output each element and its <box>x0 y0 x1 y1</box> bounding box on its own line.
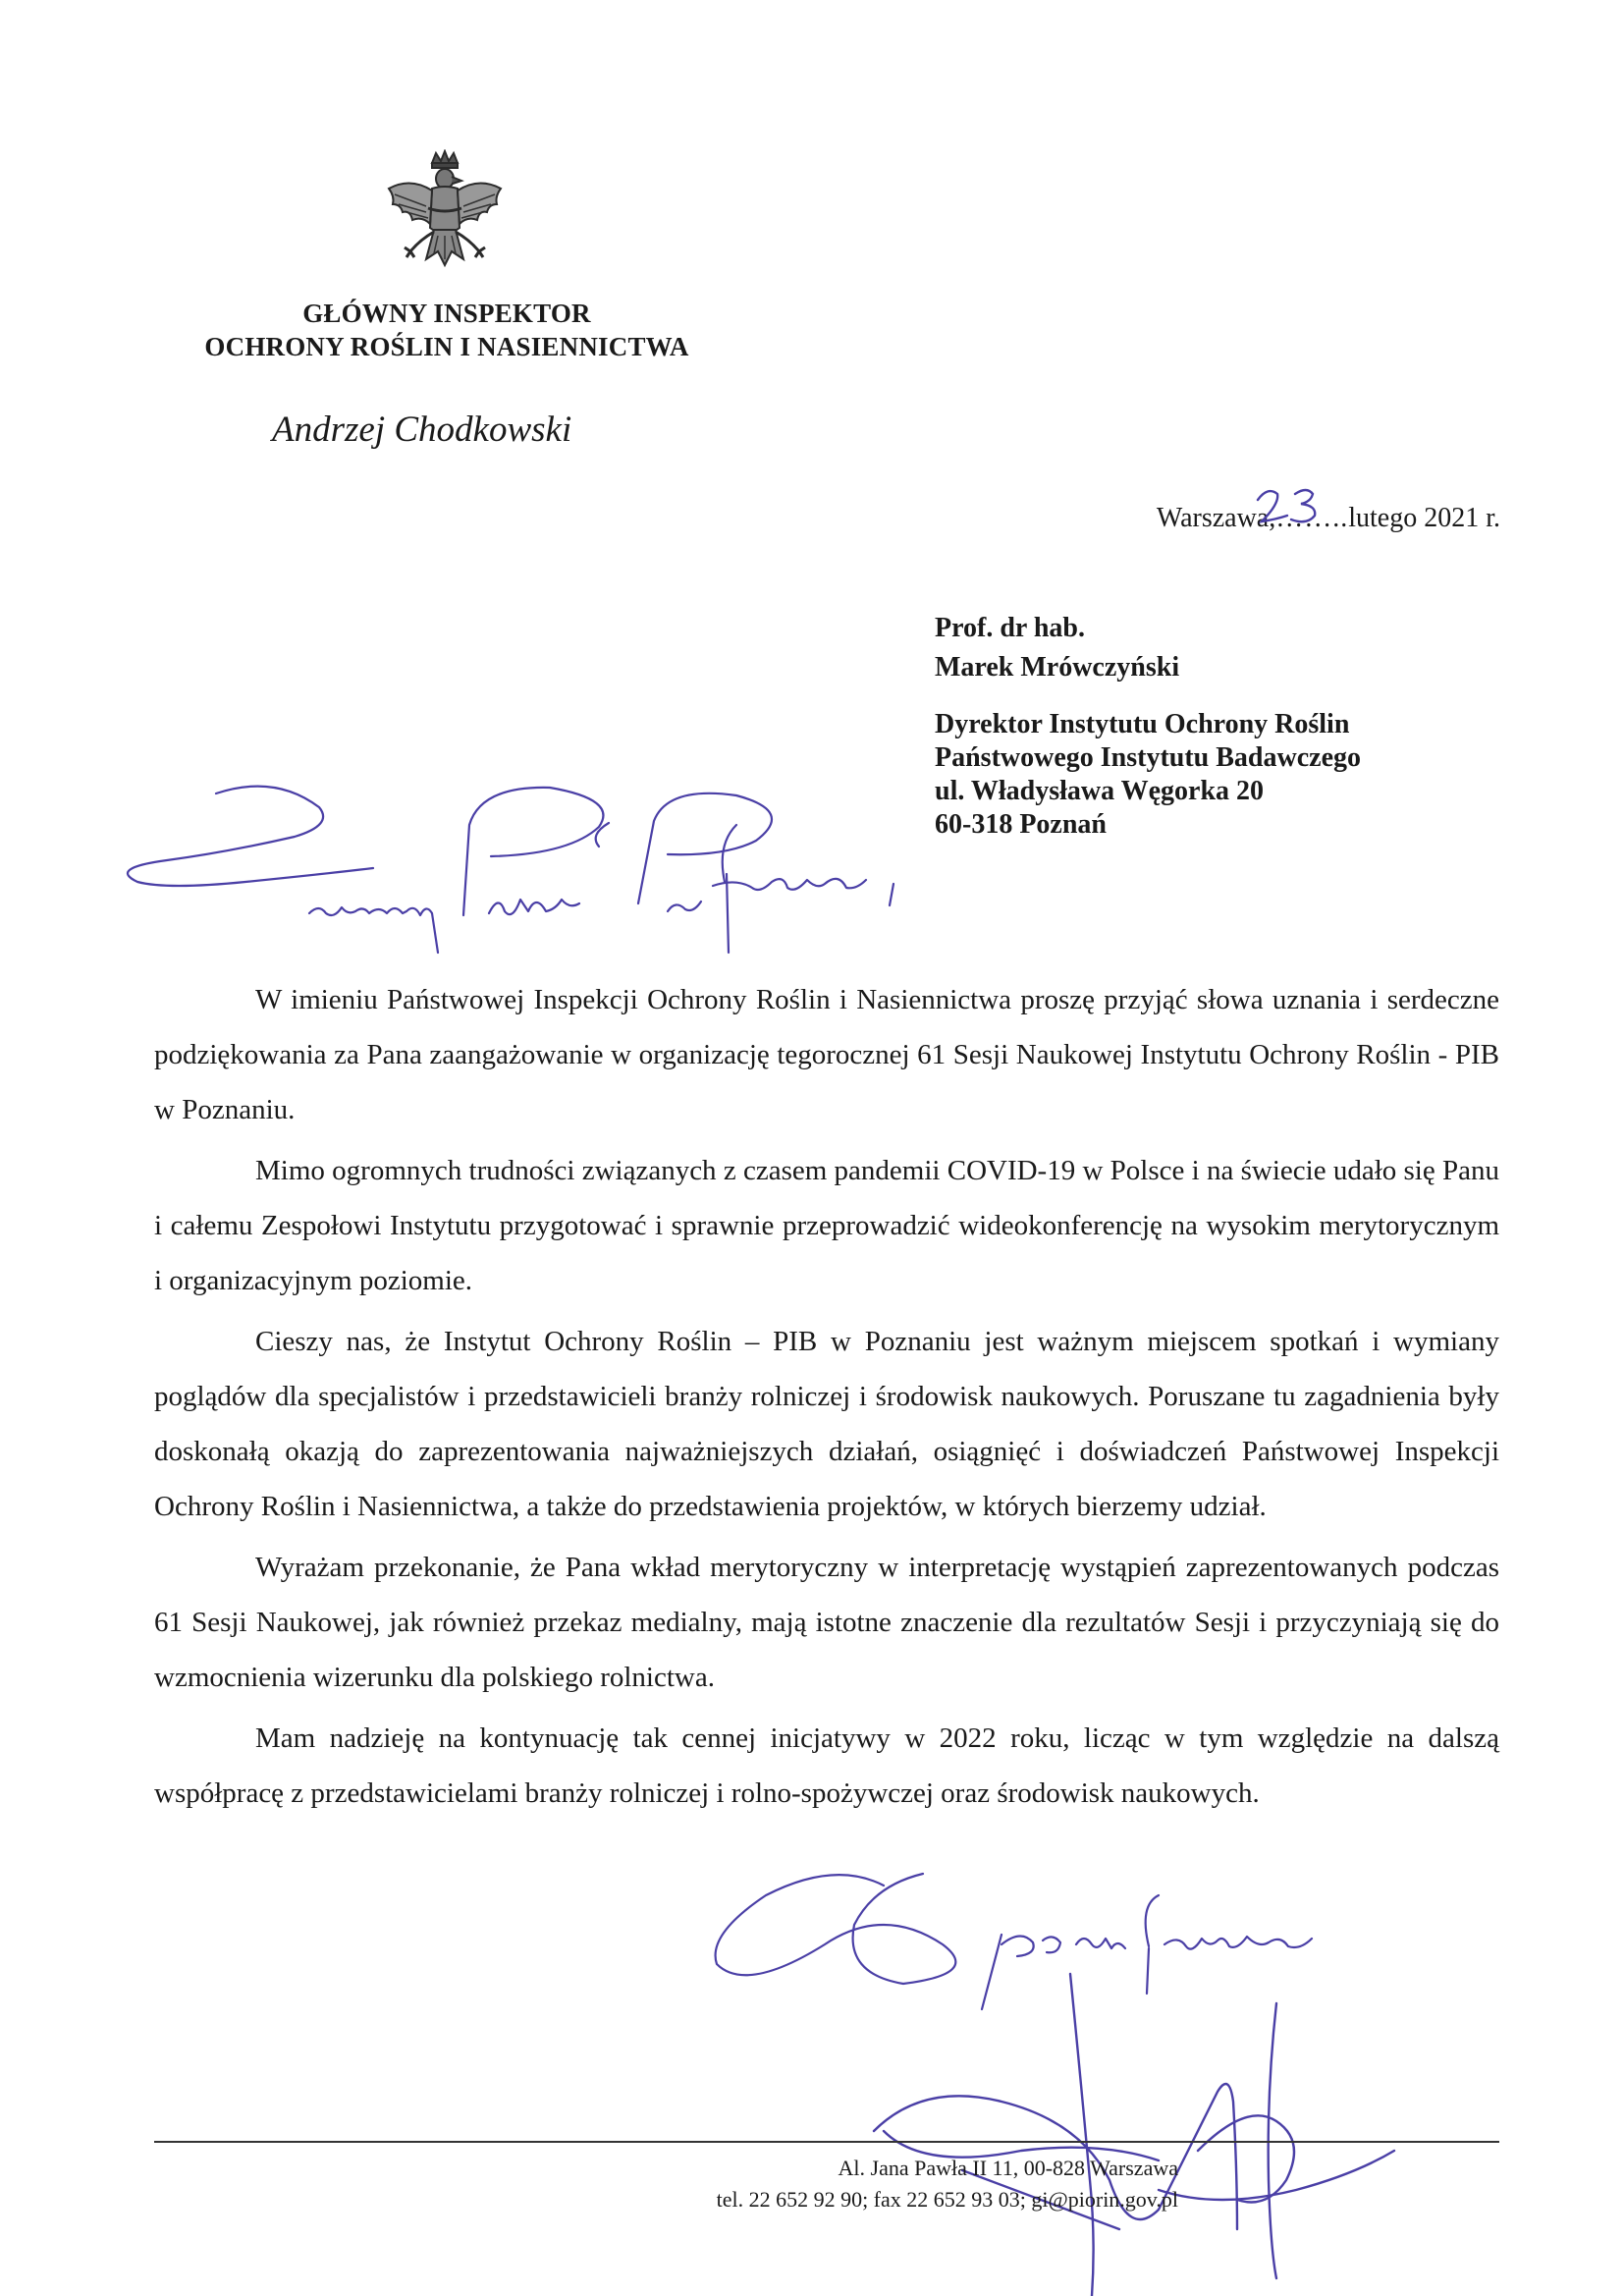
addressee-street: ul. Władysława Węgorka 20 <box>935 776 1265 806</box>
footer-block <box>393 2153 1178 2215</box>
body-paragraph-1: W imieniu Państwowej Inspekcji Ochrony Roślin i Nasiennictwa proszę przyjąć słowa uznania i serdeczne podziękowania za Pana zaangażowanie w organizację tegorocznej 61 Sesji Naukowej Instytutu Ochrony Roślin - PIB w Poznaniu. <box>154 984 1499 1125</box>
date-dots: …….. <box>1275 503 1349 533</box>
body-paragraph-5: Mam nadzieję na kontynuację tak cennej inicjatywy w 2022 roku, licząc w tym względzie na dalszą współpracę z przedstawicielami branży rolniczej i rolno-spożywczej oraz środowisk naukowych. <box>154 1722 1499 1809</box>
handwritten-date-day <box>1252 484 1330 531</box>
letter-body <box>154 972 1499 1827</box>
footer-divider <box>154 2141 1499 2143</box>
addressee-city: 60-318 Poznań <box>935 809 1107 840</box>
office-name-line1: GŁÓWNY INSPEKTOR <box>302 299 591 328</box>
signature <box>864 1954 1414 2296</box>
handwritten-salutation <box>108 766 1041 962</box>
office-name <box>147 297 746 363</box>
body-paragraph-4: Wyrażam przekonanie, że Pana wkład merytoryczny w interpretację wystąpień zaprezentowanych podczas 61 Sesji Naukowej, jak również przekaz medialny, mają istotne znaczenie dla rezultatów Sesji i przyczyniają się do wzmocnienia wizerunku dla polskiego rolnictwa. <box>154 1552 1499 1693</box>
footer-contact: tel. 22 652 92 90; fax 22 652 93 03; gi@piorin.gov.pl <box>716 2187 1178 2212</box>
body-paragraph-2: Mimo ogromnych trudności związanych z czasem pandemii COVID-19 w Polsce i na świecie udało się Panu i całemu Zespołowi Instytutu przygotować i sprawnie przeprowadzić wideokonferencję na wysokim merytorycznym i organizacyjnym poziomie. <box>154 1155 1499 1296</box>
sender-name: Andrzej Chodkowski <box>272 410 572 450</box>
body-paragraph-3: Cieszy nas, że Instytut Ochrony Roślin – PIB w Poznaniu jest ważnym miejscem spotkań i wymiany poglądów dla specjalistów i przedstawicieli branży rolniczej i środowisk naukowych. Poruszane tu zagadnienia były doskonałą okazją do zaprezentowania najważniejszych działań, osiągnięć i doświadczeń Państwowej Inspekcji Ochrony Roślin i Nasiennictwa, a także do przedstawienia projektów, w których bierzemy udział. <box>154 1326 1499 1522</box>
addressee-position-line2: Państwowego Instytutu Badawczego <box>935 742 1361 773</box>
office-name-line2: OCHRONY ROŚLIN I NASIENNICTWA <box>204 332 689 361</box>
date-prefix: Warszawa, <box>1156 503 1276 533</box>
footer-address: Al. Jana Pawła II 11, 00-828 Warszawa <box>838 2156 1178 2180</box>
addressee-name: Marek Mrówczyński <box>935 652 1180 683</box>
addressee-position-line1: Dyrektor Instytutu Ochrony Roślin <box>935 709 1350 739</box>
date-suffix: lutego 2021 r. <box>1348 503 1500 533</box>
addressee-title: Prof. dr hab. <box>935 613 1085 643</box>
polish-eagle-emblem-icon <box>381 149 509 297</box>
